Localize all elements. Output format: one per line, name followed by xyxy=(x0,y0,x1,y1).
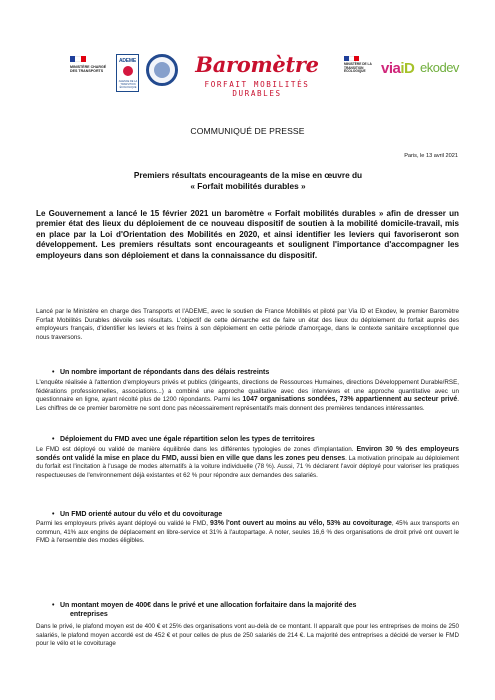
heading-line-2: « Forfait mobilités durables » xyxy=(190,180,306,191)
republique-francaise-logo xyxy=(70,56,86,62)
bullet-dot-icon: • xyxy=(52,369,55,376)
body-paragraph-3: Le FMD est déployé ou validé de manière équilibrée dans les différentes typologies de zones d'implantation. Environ 30 % des employeurs sondés ont validé la mise en place du FMD, aussi bien en ville que dans les zones peu denses. La motivation principale au déploiement du forfait est l'incitation à l'usage de modes alternatifs à la voiture individuelle (78 %). Aussi, 71 % déclarent l'avoir déployé pour valoriser les pratiques respectueuses de l'environnement déjà existantes et 62 % pour répondre aux demandes des salariés. xyxy=(36,446,459,480)
ministere-transports-label: MINISTÈRE CHARGÉ DES TRANSPORTS xyxy=(70,65,107,74)
bullet-heading-2: • Déploiement du FMD avec une égale répartition selon les types de territoires xyxy=(52,436,315,443)
body-paragraph-4: Parmi les employeurs privés ayant déployé ou validé le FMD, 93% l'ont ouvert au moins au vélo, 53% au covoiturage, 45% aux transports en commun, 41% aux engins de déplacement en libre-service et 31% à l'autopartage. A noter, seules 16,6 % des organisations de droit privé ont ouvert le FMD à l'ensemble des modes éligibles. xyxy=(36,520,459,545)
ademe-emblem-icon xyxy=(123,66,133,76)
press-release-label: COMMUNIQUÉ DE PRESSE xyxy=(190,126,305,136)
republique-francaise-logo-2 xyxy=(344,56,359,61)
bullet-dot-icon: • xyxy=(52,511,55,518)
body-paragraph-5: Dans le privé, le plafond moyen est de 400 € et 25% des organisations vont au-delà de ce montant. Il apparaît que pour les entreprises de moins de 250 salariés, le plafond moyen accordé est de 452 € et pour celles de plus de 250 salariés de 214 €. La majorité des entreprises a décidé de verser le FMD pour le vélo et le covoiturage xyxy=(36,623,459,648)
bullet-heading-1: • Un nombre important de répondants dans des délais restreints xyxy=(52,369,270,376)
logo-band xyxy=(0,52,495,104)
viaid-logo: viaiD xyxy=(381,60,415,77)
barometre-logo-title: Baromètre xyxy=(195,52,319,77)
barometre-logo-subtitle: FORFAIT MOBILITÉS DURABLES xyxy=(204,80,310,98)
bullet-heading-4: • Un montant moyen de 400€ dans le privé et une allocation forfaitaire dans la majorité des entreprises xyxy=(52,602,357,618)
document-heading xyxy=(58,170,438,191)
heading-line-1: Premiers résultats encourageants de la mise en œuvre du xyxy=(133,170,363,180)
ademe-subtitle: AGENCE DE LA TRANSITION ÉCOLOGIQUE xyxy=(118,80,138,89)
bullet-heading-3: • Un FMD orienté autour du vélo et du covoiturage xyxy=(52,511,223,518)
bullet-dot-icon: • xyxy=(52,602,55,609)
body-paragraph-2: L'enquête réalisée à l'attention d'employeurs privés et publics (dirigeants, directions de Ressources Humaines, directions Développement Durable/RSE, fédérations professionnelles, associations...) a combiné une approche qualitative avec des interviews et une approche quantitative avec un questionnaire en ligne, ayant récolté plus de 1200 répondants. Parmi les 1047 organisations sondées, 73% appartiennent au secteur privé. Les chiffres de ce premier baromètre ne sont donc pas nécessairement représentatifs mais donnent des premières tendances intéressantes. xyxy=(36,379,459,413)
release-date: Paris, le 13 avril 2021 xyxy=(404,153,458,159)
ekodev-logo: ekodev xyxy=(420,60,459,75)
intro-paragraph: Le Gouvernement a lancé le 15 février 2021 un baromètre « Forfait mobilités durables » afin de dresser un premier état des lieux du déploiement de ce nouveau dispositif de soutien à la mobilité domicile-travail, mis en place par la Loi d'Orientation des Mobilités en 2020, et ainsi identifier les leviers qui favoriseront son développement. Les premiers résultats sont encourageants et soulignent l'importance d'accompagner les employeurs dans son déploiement et dans la connaissance du dispositif. xyxy=(36,209,459,260)
france-mobilites-logo-icon xyxy=(146,54,178,86)
ademe-wordmark: ADEME xyxy=(118,58,137,64)
ministere-transition-label: MINISTÈRE DE LA TRANSITION ÉCOLOGIQUE xyxy=(344,62,372,74)
ademe-logo xyxy=(116,54,139,92)
bullet-dot-icon: • xyxy=(52,436,55,443)
body-paragraph-1: Lancé par le Ministère en charge des Transports et l'ADEME, avec le soutien de France Mobilités et piloté par Via ID et Ekodev, le premier Baromètre Forfait Mobilités Durables dévoile ses résultats. L'objectif de cette démarche est de faire un état des lieux du déploiement du forfait auprès des employeurs français, d'identifier les leviers et les freins à son déploiement en cette période d'amorçage, dans le contexte sanitaire exceptionnel que nous traversons. xyxy=(36,308,459,342)
